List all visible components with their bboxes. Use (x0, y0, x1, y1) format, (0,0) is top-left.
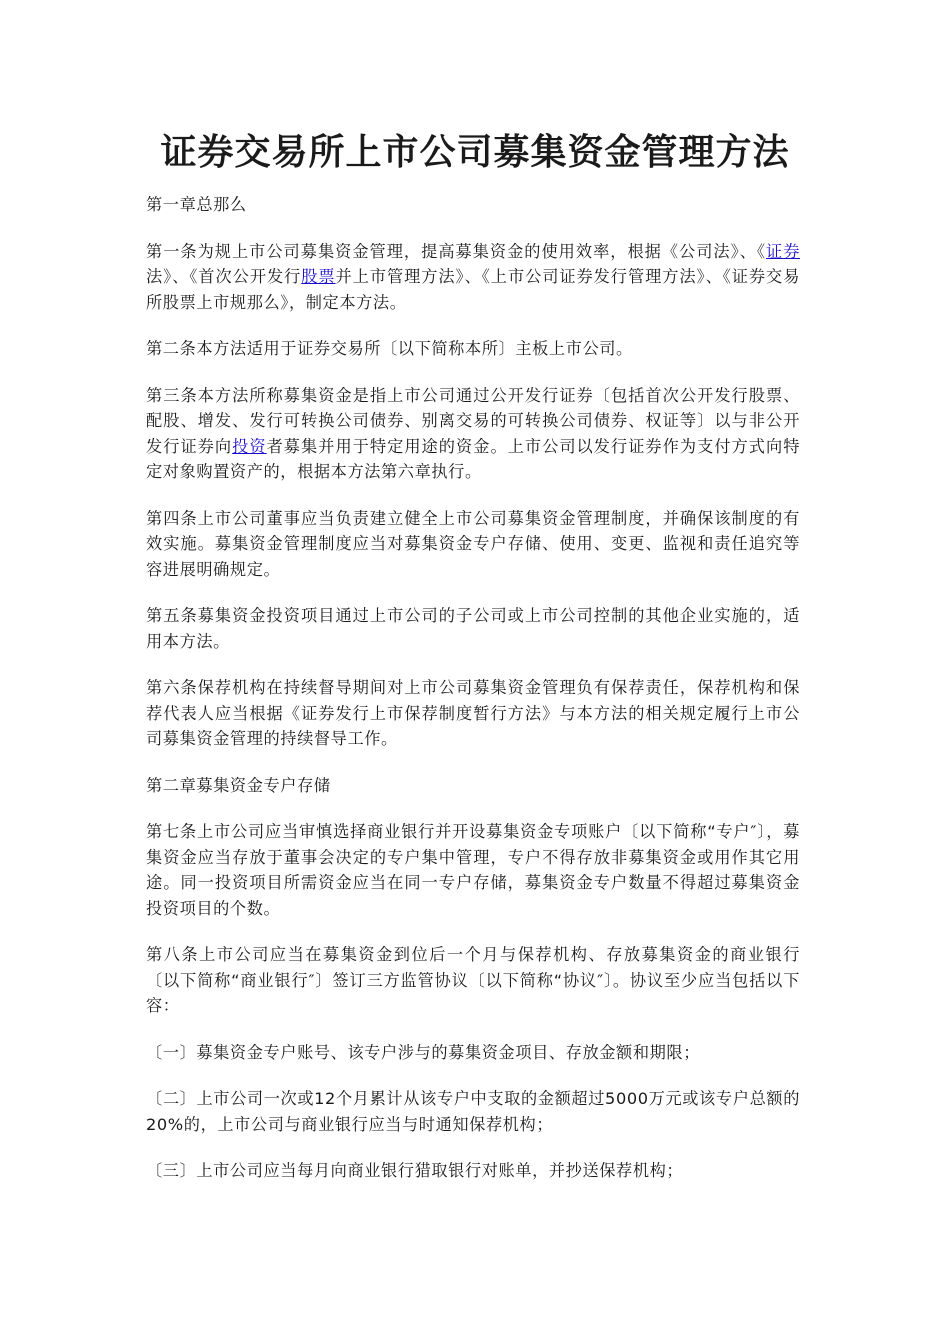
para-item-2 (146, 1086, 800, 1137)
para-article-3 (146, 383, 800, 485)
text-span: 第七条上市公司应当审慎选择商业银行并开设募集资金专项账户〔以下简称“专户″〕，募集资金应当存放于董事会决定的专户集中管理，专户不得存放非募集资金或用作其它用途。同一投资项目所需资金应当在同一专户存储，募集资金专户数量不得超过募集资金投资项目的个数。 (146, 822, 800, 918)
para-article-7 (146, 819, 800, 921)
para-chapter-1-heading (146, 192, 800, 218)
text-span: 第八条上市公司应当在募集资金到位后一个月与保荐机构、存放募集资金的商业银行〔以下简称“商业银行″〕签订三方监管协议〔以下简称“协议″〕。协议至少应当包括以下容： (146, 945, 800, 1015)
para-article-4 (146, 506, 800, 583)
para-article-6 (146, 675, 800, 752)
text-span: 第二章募集资金专户存储 (146, 775, 331, 795)
link-stocks[interactable]: 股票 (301, 267, 336, 286)
text-span: 第一条为规上市公司募集资金管理，提高募集资金的使用效率，根据《公司法》、《 (146, 241, 767, 261)
para-chapter-2-heading (146, 773, 800, 799)
para-article-5 (146, 603, 800, 654)
text-span: 第六条保荐机构在持续督导期间对上市公司募集资金管理负有保荐责任，保荐机构和保荐代表人应当根据《证券发行上市保荐制度暂行方法》与本方法的相关规定履行上市公司募集资金管理的持续督导工作。 (146, 678, 800, 748)
text-span: 第五条募集资金投资项目通过上市公司的子公司或上市公司控制的其他企业实施的，适用本方法。 (146, 606, 800, 651)
link-investment[interactable]: 投资 (232, 436, 267, 456)
text-span: 〔三〕上市公司应当每月向商业银行猎取银行对账单，并抄送保荐机构； (146, 1161, 684, 1180)
text-span: 〔二〕上市公司一次或12个月累计从该专户中支取的金额超过5000万元或该专户总额的20%的，上市公司与商业银行应当与时通知保荐机构； (146, 1089, 800, 1134)
para-item-1 (146, 1040, 800, 1066)
text-span: 并上市管理方法》、《上市公司证券发行管理方法》、《证券交易所股票上市规那么》，制定本方法。 (146, 267, 800, 312)
text-span: 第三条本方法所称募集资金是指上市公司通过公开发行证券〔包括首次公开发行股票、配股、增发、发行可转换公司债券、别离交易的可转换公司债券、权证等〕以与非公开发行证券向 (146, 385, 800, 456)
document-body (146, 192, 800, 1205)
text-span: 〔一〕募集资金专户账号、该专户涉与的募集资金项目、存放金额和期限； (146, 1042, 700, 1062)
text-span: 者募集并用于特定用途的资金。上市公司以发行证券作为支付方式向特定对象购置资产的，根据本方法第六章执行。 (146, 436, 800, 481)
text-span: 第一章总那么 (146, 195, 247, 214)
text-span: 第二条本方法适用于证券交易所〔以下简称本所〕主板上市公司。 (146, 339, 633, 358)
para-article-1 (146, 239, 800, 316)
text-span: 第四条上市公司董事应当负责建立健全上市公司募集资金管理制度，并确保该制度的有效实施。募集资金管理制度应当对募集资金专户存储、使用、变更、监视和责任追究等容进展明确规定。 (146, 508, 800, 579)
para-article-8 (146, 942, 800, 1019)
para-article-2 (146, 336, 800, 362)
link-securities[interactable]: 证券 (766, 241, 800, 261)
document-title: 证券交易所上市公司募集资金管理方法 (160, 131, 790, 173)
text-span: 法》、《首次公开发行 (146, 267, 302, 286)
para-item-3 (146, 1158, 800, 1184)
